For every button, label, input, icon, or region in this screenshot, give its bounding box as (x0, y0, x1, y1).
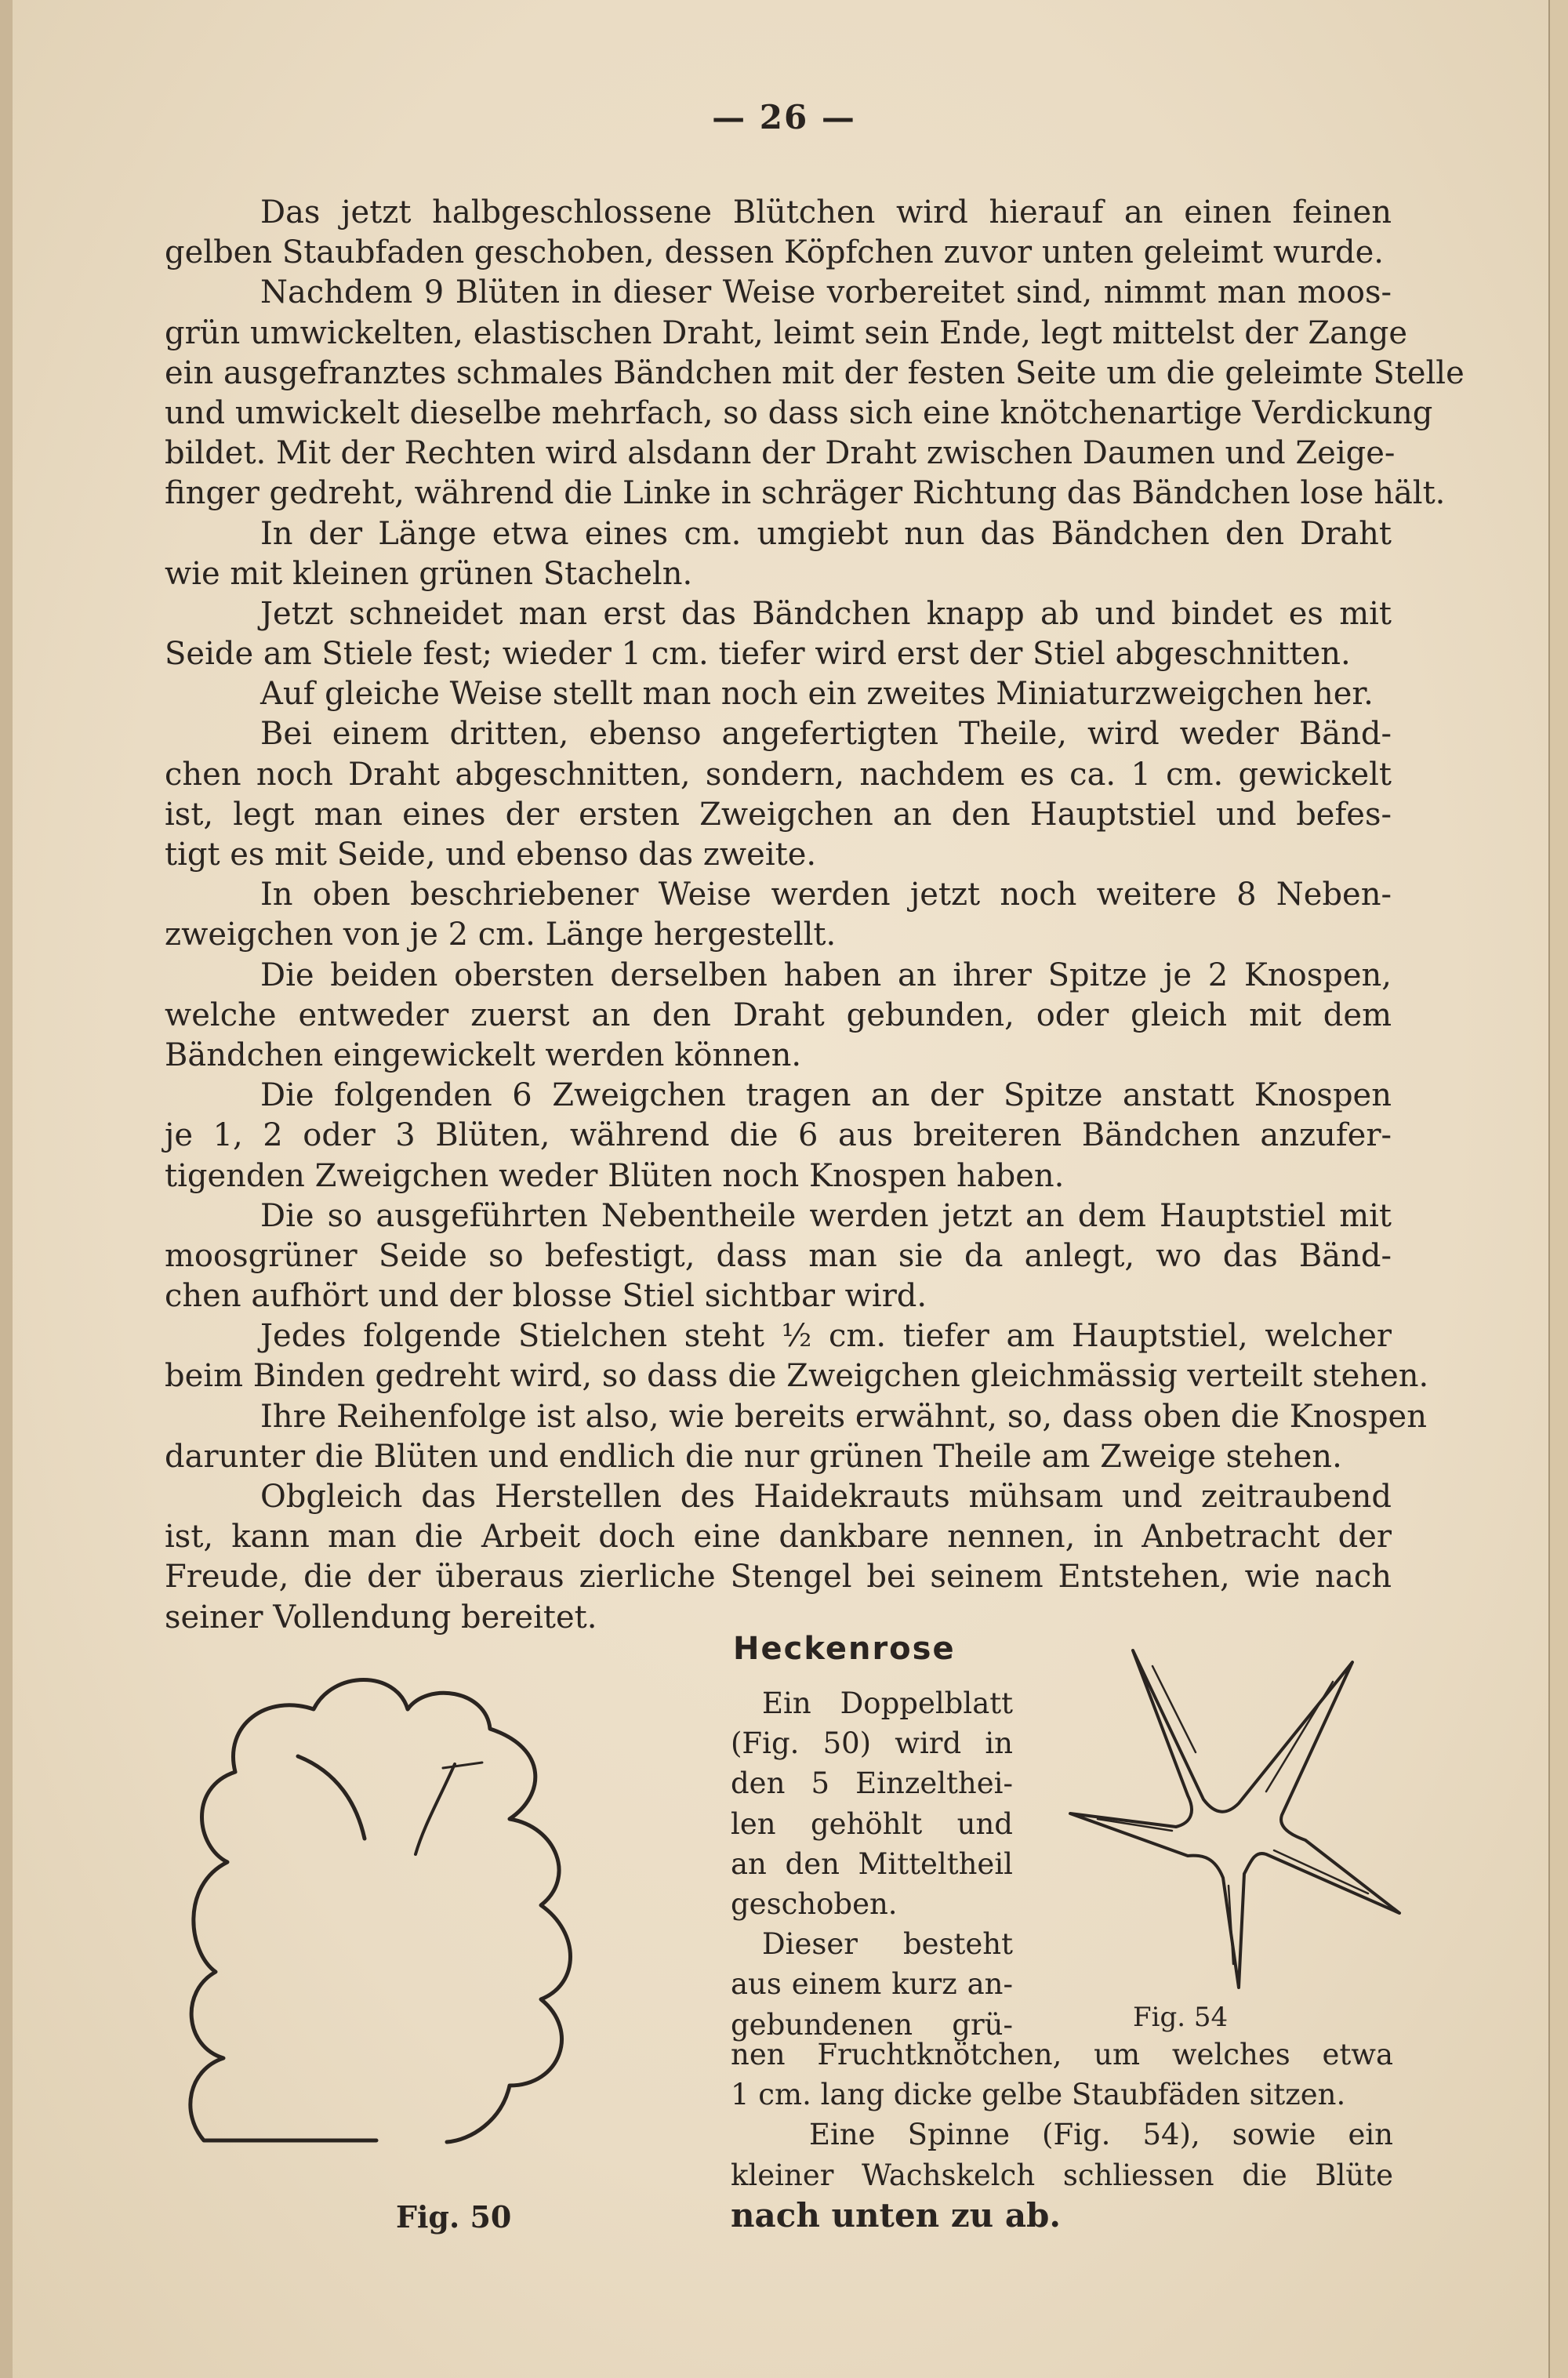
text-line: In der Länge etwa eines cm. umgiebt nun das Bändchen den Draht (260, 515, 1392, 552)
text-line: welche entweder zuerst an den Draht gebunden, oder gleich mit dem (165, 997, 1392, 1033)
section-wide-text (731, 2035, 1393, 2236)
text-line: Die so ausgeführten Nebentheile werden jetzt an dem Hauptstiel mit (260, 1197, 1392, 1234)
fig54-spinne-illustration (1039, 1635, 1407, 2003)
text-line: bildet. Mit der Rechten wird alsdann der Draht zwischen Daumen und Zeige- (165, 435, 1396, 472)
text-line: je 1, 2 oder 3 Blüten, während die 6 aus breiteren Bändchen anzufer- (165, 1117, 1392, 1154)
fig50-caption: Fig. 50 (396, 2199, 512, 2235)
fig50-tick (443, 1763, 482, 1768)
text-line: zweigchen von je 2 cm. Länge hergestellt. (165, 917, 837, 953)
text-line: ein ausgefranztes schmales Bändchen mit der festen Seite um die geleimte Stelle (165, 354, 1465, 391)
section-text-line: kleiner Wachskelch schliessen die Blüte (731, 2158, 1393, 2192)
section-text-line: Dieser besteht (762, 1927, 1013, 1962)
text-line: beim Binden gedreht wird, so dass die Zweigchen gleichmässig verteilt stehen. (165, 1358, 1429, 1395)
text-line: tigt es mit Seide, und ebenso das zweite. (165, 837, 817, 873)
text-line: seiner Vollendung bereitet. (165, 1599, 597, 1636)
text-line: darunter die Blüten und endlich die nur grünen Theile am Zweige stehen. (165, 1438, 1342, 1475)
fig50-inner-stroke (416, 1764, 455, 1854)
text-line: Bändchen eingewickelt werden können. (165, 1037, 802, 1073)
page-right-edge (1548, 0, 1568, 2378)
text-line: Freude, die der überaus zierliche Stengel bei seinem Entstehen, wie nach (165, 1559, 1392, 1596)
text-line: tigenden Zweigchen weder Blüten noch Knospen haben. (165, 1157, 1065, 1194)
text-line: Obgleich das Herstellen des Haidekrauts mühsam und zeitraubend (260, 1479, 1392, 1515)
section-text-line: geschoben. (731, 1886, 898, 1921)
text-line: grün umwickelten, elastischen Draht, leimt sein Ende, legt mittelst der Zange (165, 314, 1407, 351)
page-left-edge (0, 0, 13, 2378)
text-line: gelben Staubfaden geschoben, dessen Köpfchen zuvor unten geleimt wurde. (165, 234, 1384, 271)
text-line: ist, kann man die Arbeit doch eine dankbare nennen, in Anbetracht der (165, 1519, 1392, 1556)
text-line: finger gedreht, während die Linke in schräger Richtung das Bändchen lose hält. (165, 475, 1446, 512)
text-line: und umwickelt dieselbe mehrfach, so dass sich eine knötchenartige Verdickung (165, 394, 1433, 431)
section-text-line: den 5 Einzelthei- (731, 1766, 1013, 1801)
text-line: Die folgenden 6 Zweigchen tragen an der Spitze anstatt Knospen (260, 1077, 1392, 1114)
section-text-line: nach unten zu ab. (731, 2195, 1062, 2235)
fig54-arm-veins (1098, 1666, 1368, 1964)
section-text-line: aus einem kurz an- (731, 1967, 1013, 2002)
text-line: Jedes folgende Stielchen steht ½ cm. tiefer am Hauptstiel, welcher (260, 1318, 1392, 1355)
text-line: Auf gleiche Weise stellt man noch ein zweites Miniaturzweigchen her. (260, 676, 1374, 713)
text-line: chen noch Draht abgeschnitten, sondern, nachdem es ca. 1 cm. gewickelt (165, 756, 1392, 793)
fig50-outline (191, 1680, 571, 2143)
fig50-doppelblatt-illustration (180, 1662, 643, 2148)
section-text-line: Ein Doppelblatt (762, 1686, 1013, 1720)
text-line: Jetzt schneidet man erst das Bändchen knapp ab und bindet es mit (260, 595, 1392, 632)
text-line: Bei einem dritten, ebenso angefertigten Theile, wird weder Bänd- (260, 716, 1392, 753)
text-line: ist, legt man eines der ersten Zweigchen an den Hauptstiel und befes- (165, 796, 1392, 833)
section-heading: Heckenrose (733, 1631, 956, 1667)
section-text-line: len gehöhlt und (731, 1806, 1013, 1841)
text-line: Nachdem 9 Blüten in dieser Weise vorbereitet sind, nimmt man moos- (260, 274, 1392, 311)
section-text-line: Eine Spinne (Fig. 54), sowie ein (809, 2118, 1393, 2152)
text-line: Ihre Reihenfolge ist also, wie bereits erwähnt, so, dass oben die Knospen (260, 1398, 1427, 1435)
text-line: In oben beschriebener Weise werden jetzt noch weitere 8 Neben- (260, 877, 1392, 913)
section-narrow-text (731, 1684, 1013, 2046)
text-line: Seide am Stiele fest; wieder 1 cm. tiefer wird erst der Stiel abgeschnitten. (165, 636, 1351, 673)
text-line: Das jetzt halbgeschlossene Blütchen wird hierauf an einen feinen (260, 194, 1392, 231)
section-text-line: 1 cm. lang dicke gelbe Staubfäden sitzen. (731, 2078, 1346, 2112)
main-text (165, 193, 1465, 1638)
fig54-caption: Fig. 54 (1133, 2002, 1229, 2033)
text-line: wie mit kleinen grünen Stacheln. (165, 555, 693, 592)
text-line: chen aufhört und der blosse Stiel sichtbar wird. (165, 1278, 927, 1315)
page-number: — 26 — (712, 98, 856, 136)
text-line: Die beiden obersten derselben haben an ihrer Spitze je 2 Knospen, (260, 957, 1392, 993)
section-text-line: (Fig. 50) wird in (731, 1726, 1013, 1761)
section-text-line: gebundenen grü- (731, 2007, 1013, 2042)
section-text-line: nen Fruchtknötchen, um welches etwa (731, 2038, 1393, 2071)
fig54-star-outline (1070, 1650, 1399, 1988)
section-text-line: an den Mitteltheil (731, 1846, 1013, 1881)
text-line: moosgrüner Seide so befestigt, dass man sie da anlegt, wo das Bänd- (165, 1237, 1392, 1274)
